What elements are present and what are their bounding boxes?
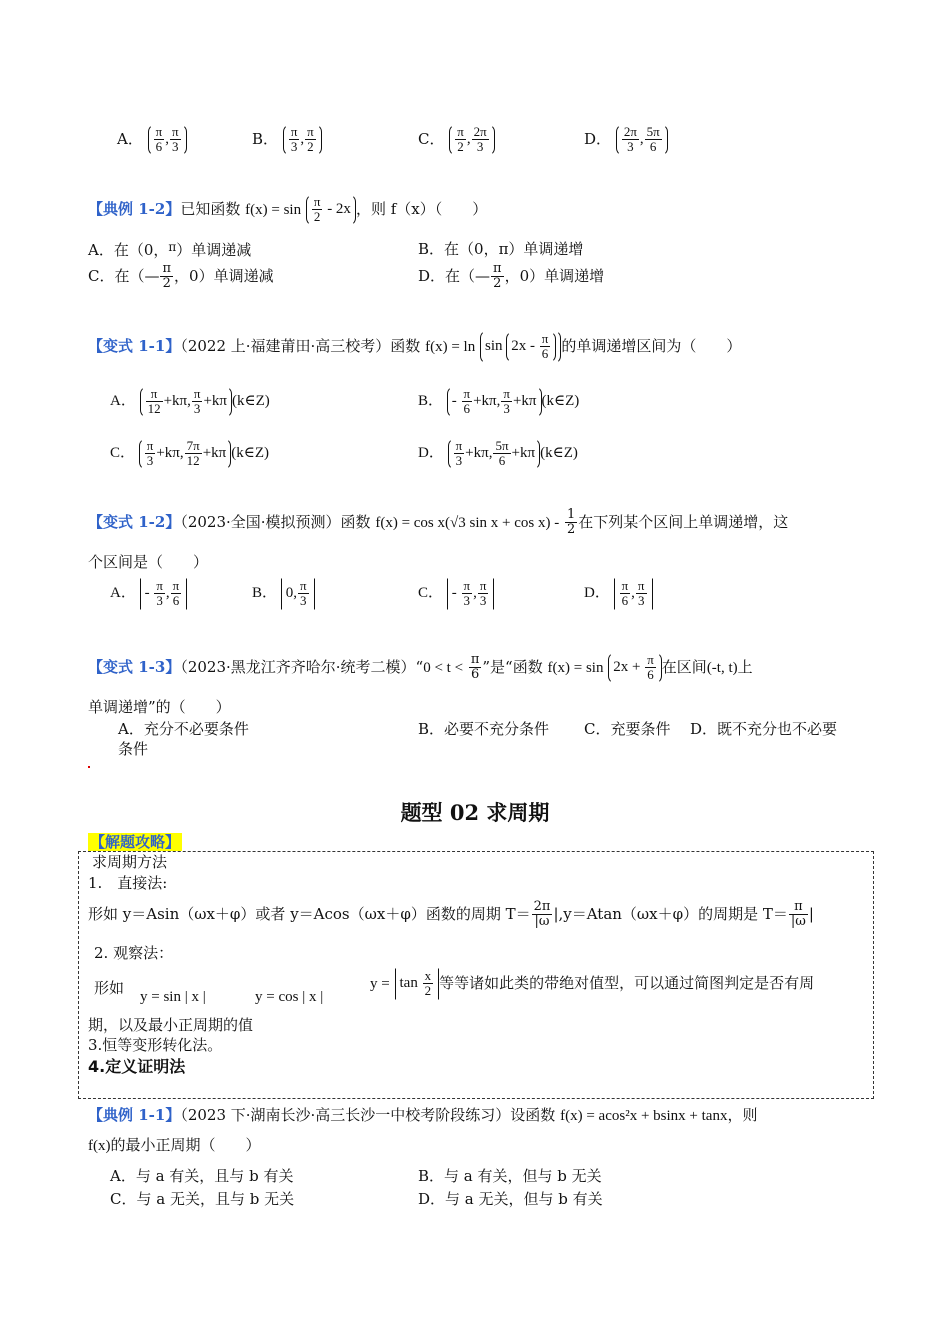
q0-option-a: A． $\frac{\pi}{6}$ , $\frac{\pi}{3}$	[117, 124, 187, 156]
variant-1-3-option-b: B．必要不充分条件	[418, 720, 550, 738]
box-line-6: 期，以及最小正周期的值	[88, 1016, 254, 1034]
box-line-5d: y = tan $\frac{x}{2}$ 等等诸如此类的带绝对值型，可以通过简图判定是否有周	[370, 968, 815, 999]
variant-1-1-option-b: B． - $\frac{\pi}{6}$ +kπ, $\frac{\pi}{3}$ +kπ (k∈Z)	[418, 386, 580, 417]
box-line-4: 2. 观察法：	[94, 944, 174, 962]
variant-1-2-option-c: C． - $\frac{\pi}{3}$ , $\frac{\pi}{3}$	[418, 578, 494, 610]
example-1-1-option-a: A．与 a 有关，且与 b 有关	[110, 1167, 294, 1185]
section-title: 题型 02 求周期	[400, 800, 550, 825]
example-1-1-option-d: D．与 a 无关，但与 b 有关	[418, 1190, 603, 1208]
paren: $\frac{\pi}{6}$ , $\frac{\pi}{3}$	[148, 124, 187, 156]
box-line-5b: y = sin | x |	[140, 989, 206, 1005]
variant-1-3-option-a-wrap: 条件	[118, 740, 149, 758]
example-1-2-option-c: C．在（— $\frac{\pi}{2}$ ，0）单调递减	[88, 261, 274, 292]
q0-option-c: C． $\frac{\pi}{2}$ , $\frac{2\pi}{3}$	[418, 124, 495, 156]
example-1-1-line2: f(x)的最小正周期（ ）	[88, 1136, 261, 1154]
red-dot-mark	[88, 766, 90, 768]
variant-1-3-option-d: D．既不充分也不必要	[690, 720, 838, 738]
variant-1-2-line2: 个区间是（ ）	[88, 553, 209, 571]
example-1-1-option-c: C．与 a 无关，且与 b 无关	[110, 1190, 295, 1208]
box-line-2: 1. 直接法:	[88, 874, 168, 892]
variant-1-2-option-b: B． 0, $\frac{\pi}{3}$	[252, 578, 315, 610]
variant-1-3-option-a: A．充分不必要条件	[118, 720, 249, 738]
box-line-1: 求周期方法	[92, 853, 168, 871]
box-line-3: 形如 y＝Asin（ωx＋φ）或者 y＝Acos（ωx＋φ）函数的周期 T＝ $\frac{2\pi}{|\omega}$ |,y＝Atan（ωx＋φ）的周期是 T＝ $\frac{\pi}{|\omega}$ |	[88, 899, 814, 930]
example-1-2-option-a: A．在（0，$^\pi$）单调递减	[88, 240, 252, 259]
example-1-2-option-d: D．在（— $\frac{\pi}{2}$ ，0）单调递增	[418, 261, 605, 292]
example-1-2-option-b: B．在（0，π）单调递增	[418, 240, 584, 258]
q0-option-d: D． $\frac{2\pi}{3}$ , $\frac{5\pi}{6}$	[584, 124, 668, 156]
variant-1-1-option-c: C． $\frac{\pi}{3}$ +kπ, $\frac{7\pi}{12}$ +kπ (k∈Z)	[110, 438, 270, 469]
box-line-8: 4.定义证明法	[88, 1057, 186, 1076]
variant-1-2-stem: 【变式 1-2】（2023·全国·模拟预测）函数 f(x) = cos x(√3 sin x + cos x) - $\frac{1}{2}$ 在下列某个区间上单调递增，这	[88, 507, 789, 538]
example-1-1-stem: 【典例 1-1】（2023 下·湖南长沙·高三长沙一中校考阶段练习）设函数 f(x) = acos²x + bsinx + tanx，则	[88, 1106, 758, 1124]
box-line-7: 3.恒等变形转化法。	[88, 1036, 223, 1054]
variant-1-2-option-d: D． $\frac{\pi}{6}$ , $\frac{\pi}{3}$	[584, 578, 653, 610]
box-line-5c: y = cos | x |	[255, 989, 324, 1005]
variant-1-3-line2: 单调递增”的（ ）	[88, 698, 231, 716]
variant-1-1-stem: 【变式 1-1】（2022 上·福建莆田·高三校考）函数 f(x) = ln sin 2x - $\frac{\pi}{6}$ 的单调递增区间为（ ）	[88, 330, 741, 364]
example-1-1-option-b: B．与 a 有关，但与 b 无关	[418, 1167, 602, 1185]
q0-option-b: B． $\frac{\pi}{3}$ , $\frac{\pi}{2}$	[252, 124, 322, 156]
example-1-2-stem: 【典例 1-2】已知函数 f(x) = sin $\frac{\pi}{2}$ - 2x ，则 f（x）（ ）	[88, 194, 488, 225]
variant-1-2-option-a: A． - $\frac{\pi}{3}$ , $\frac{\pi}{6}$	[110, 578, 187, 610]
variant-1-3-stem: 【变式 1-3】（2023·黑龙江齐齐哈尔·统考二模）“0 < t < $\frac{\pi}{6}$ ”是“函数 f(x) = sin 2x + $\frac{\pi}{6}$ 在区间(-t, t)上	[88, 652, 753, 683]
variant-1-1-option-a: A． $\frac{\pi}{12}$ +kπ, $\frac{\pi}{3}$ +kπ (k∈Z)	[110, 386, 270, 417]
box-line-5a: 形如	[94, 979, 125, 997]
strategy-tag: 【解题攻略】	[90, 833, 181, 851]
variant-1-3-option-c: C．充要条件	[584, 720, 671, 738]
variant-1-1-option-d: D． $\frac{\pi}{3}$ +kπ, $\frac{5\pi}{6}$ +kπ (k∈Z)	[418, 438, 578, 469]
